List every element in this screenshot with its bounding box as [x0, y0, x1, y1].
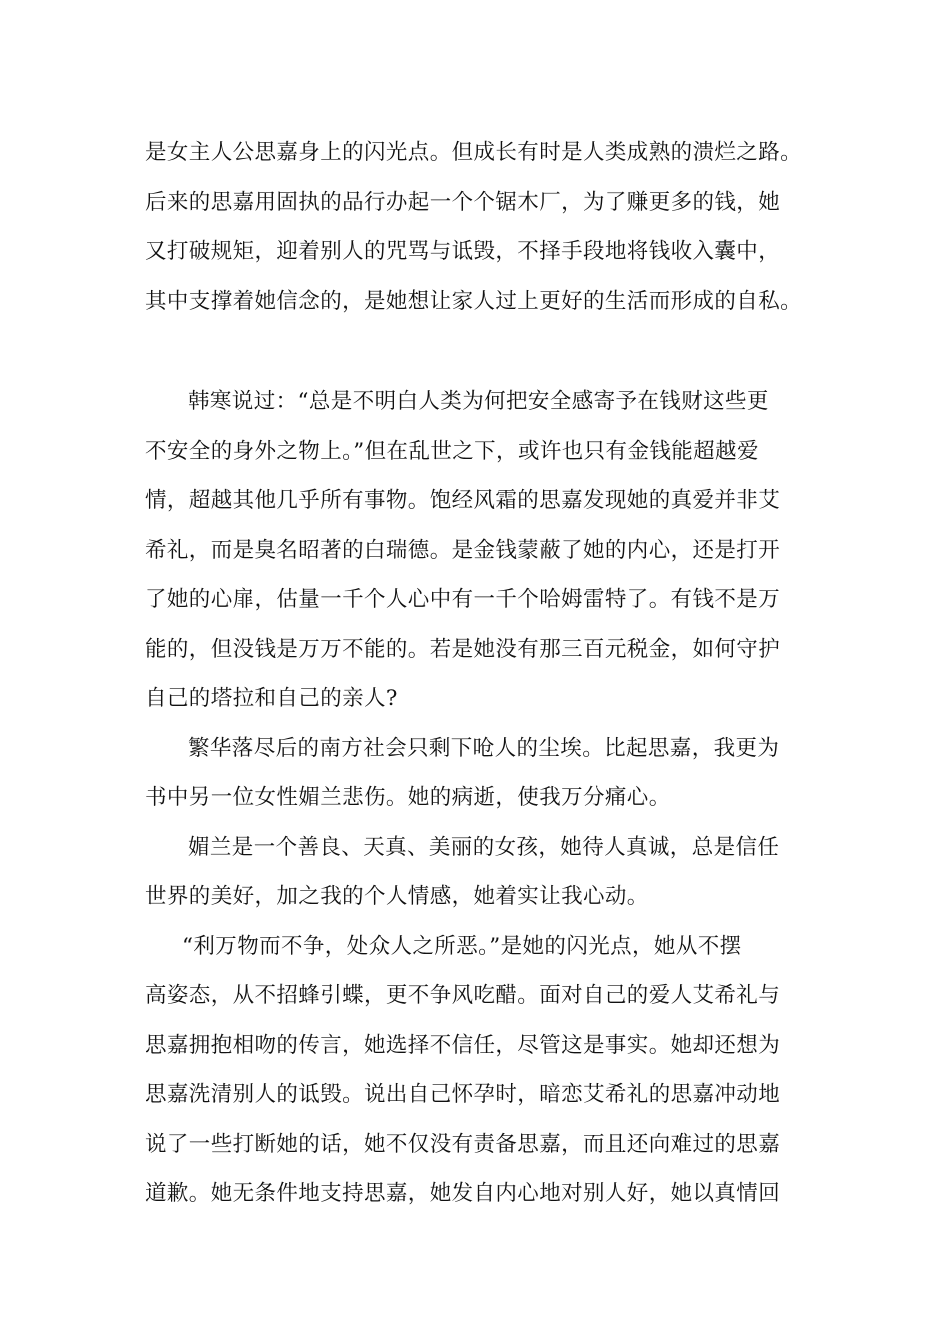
- paragraph-group: [145, 377, 810, 1219]
- text-line: 道歉。她无条件地支持思嘉，她发自内心地对别人好，她以真情回: [145, 1181, 781, 1206]
- text-line: 世界的美好，加之我的个人情感，她着实让我心动。: [145, 884, 649, 909]
- text-line: 思嘉洗清别人的诋毁。说出自己怀孕时，暗恋艾希礼的思嘉冲动地: [145, 1082, 781, 1107]
- text-line: 其中支撑着她信念的，是她想让家人过上更好的生活而形成的自私。: [145, 288, 803, 314]
- text-line: 高姿态，从不招蜂引蝶，更不争风吃醋。面对自己的爱人艾希礼与: [145, 983, 781, 1008]
- text-line: 后来的思嘉用固执的品行办起一个个锯木厂，为了赚更多的钱，她: [145, 189, 781, 215]
- paragraph-continuation: [145, 128, 810, 326]
- text-line: “利万物而不争，处众人之所恶。”是她的闪光点，她从不摆: [182, 933, 742, 959]
- text-line: 媚兰是一个善良、天真、美丽的女孩，她待人真诚，总是信任: [188, 834, 780, 860]
- text-line: 繁华落尽后的南方社会只剩下呛人的尘埃。比起思嘉，我更为: [188, 735, 780, 761]
- text-line: 又打破规矩，迎着别人的咒骂与诋毁，不择手段地将钱收入囊中，: [145, 239, 781, 264]
- text-line: 书中另一位女性媚兰悲伤。她的病逝，使我万分痛心。: [145, 785, 671, 810]
- text-line: 情，超越其他几乎所有事物。饱经风霜的思嘉发现她的真爱并非艾: [145, 488, 781, 513]
- text-line: 是女主人公思嘉身上的闪光点。但成长有时是人类成熟的溃烂之路。: [145, 140, 803, 165]
- text-line: 希礼，而是臭名昭著的白瑞德。是金钱蒙蔽了她的内心，还是打开: [145, 537, 781, 563]
- text-line: 韩寒说过：“总是不明白人类为何把安全感寄予在钱财这些更: [188, 389, 769, 414]
- text-line: 说了一些打断她的话，她不仅没有责备思嘉，而且还向难过的思嘉: [145, 1131, 781, 1157]
- text-line: 能的，但没钱是万万不能的。若是她没有那三百元税金，如何守护: [145, 636, 781, 662]
- text-line: 自己的塔拉和自己的亲人?: [145, 686, 398, 711]
- text-line: 不安全的身外之物上。”但在乱世之下，或许也只有金钱能超越爱: [145, 438, 759, 464]
- text-line: 思嘉拥抱相吻的传言，她选择不信任，尽管这是事实。她却还想为: [145, 1032, 781, 1058]
- text-line: 了她的心扉，估量一千个人心中有一千个哈姆雷特了。有钱不是万: [145, 587, 781, 612]
